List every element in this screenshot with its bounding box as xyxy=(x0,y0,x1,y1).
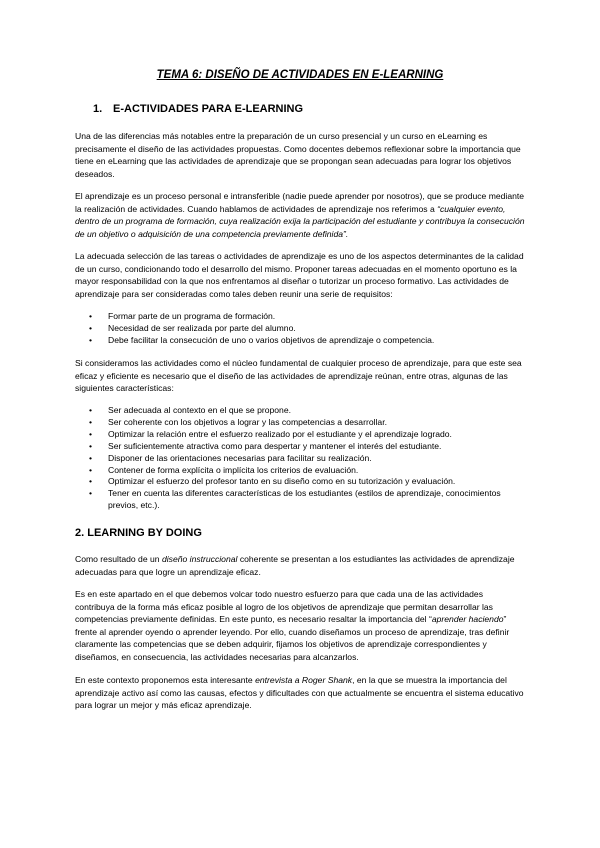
section-2-paragraph-2 xyxy=(75,588,525,664)
text-run: Es en este apartado en el que debemos volcar todo nuestro esfuerzo para que cada una de las actividades contribuya de la forma más eficaz posible al logro de los objetivos de aprendizaje que permitan desarrollar las competencias previamente definidas. En este punto, es necesario resaltar la importancia del “ xyxy=(75,589,493,625)
list-item: • Disponer de las orientaciones necesarias para facilitar su realización. xyxy=(75,453,525,465)
section-2-paragraph-1 xyxy=(75,553,525,578)
section-1-title: E-ACTIVIDADES PARA E-LEARNING xyxy=(113,103,304,115)
text-run: En este contexto proponemos esta interesante xyxy=(75,675,256,685)
section-1-paragraph-3: La adecuada selección de las tareas o actividades de aprendizaje es uno de los aspectos determinantes de la calidad de un curso, condicionando todo el desarrollo del mismo. Proponer tareas adecuadas en el momento oportuno es la mayor responsabilidad con la que nos enfrentamos al diseñar o tutorizar un proceso formativo. Las actividades de aprendizaje para ser consideradas como tales deben reunir una serie de requisitos: xyxy=(75,251,524,299)
learning-by-doing-term: aprender haciendo xyxy=(431,614,504,625)
list-item: • Ser suficientemente atractiva como para despertar y mantener el interés del estudiante. xyxy=(75,441,525,453)
text-run: coherente se presentan a los estudiantes las actividades de aprendizaje adecuadas para que logre un aprendizaje eficaz. xyxy=(75,554,515,577)
text-run: , en la que se muestra la importancia del aprendizaje activo así como las causas, efectos y dificultades con que actualmente se encuentra el sistema educativo para lograr un mejor y más eficaz aprendizaje. xyxy=(75,675,524,711)
characteristics-list xyxy=(75,405,525,512)
list-item: • Optimizar el esfuerzo del profesor tanto en su diseño como en su tutorización y evaluación. xyxy=(75,476,525,488)
list-item: • Tener en cuenta las diferentes características de los estudiantes (estilos de aprendizaje, conocimientos previos, etc.). xyxy=(75,488,525,512)
list-item: • Formar parte de un programa de formación. xyxy=(75,311,525,323)
learning-activity-definition-quote: “cualquier evento, dentro de un programa de formación, cuya realización exija la participación del estudiante y contribuya la consecución de un objetivo o adquisición de una competencia previamente definida”. xyxy=(75,203,525,239)
document-title: TEMA 6: DISEÑO DE ACTIVIDADES EN E-LEARNING xyxy=(156,69,444,81)
list-item: • Contener de forma explícita o implícita los criterios de evaluación. xyxy=(75,465,525,477)
section-1-heading xyxy=(93,103,303,115)
requirements-list xyxy=(75,311,525,347)
section-1-paragraph-2 xyxy=(75,190,525,240)
roger-shank-interview-reference: entrevista a Roger Shank xyxy=(255,675,353,685)
instructional-design-term: diseño instruccional xyxy=(161,554,238,564)
section-2-heading: 2. LEARNING BY DOING xyxy=(75,527,202,539)
list-item: • Optimizar la relación entre el esfuerzo realizado por el estudiante y el aprendizaje logrado. xyxy=(75,429,525,441)
list-item: • Ser adecuada al contexto en el que se propone. xyxy=(75,405,525,417)
paragraph-2-text: El aprendizaje es un proceso personal e intransferible (nadie puede aprender por nosotros), que se produce mediante la realización de actividades. Cuando hablamos de actividades de aprendizaje nos referimos a xyxy=(75,191,525,214)
text-run: Como resultado de un xyxy=(75,554,162,564)
list-item: • Ser coherente con los objetivos a lograr y las competencias a desarrollar. xyxy=(75,417,525,429)
section-1-number: 1. xyxy=(93,103,103,115)
section-1-paragraph-4: Si consideramos las actividades como el núcleo fundamental de cualquier proceso de aprendizaje, para que este sea eficaz y eficiente es necesario que el diseño de las actividades de aprendizaje reúnan, entre otras, algunas de las siguientes características: xyxy=(75,358,522,394)
section-1-paragraph-1: Una de las diferencias más notables entre la preparación de un curso presencial y un curso en eLearning es precisamente el diseño de las actividades propuestas. Como docentes debemos reflexionar sobre la importancia que tiene en eLearning que las actividades de aprendizaje que se propongan sean adecuadas para lograr los objetivos deseados. xyxy=(75,131,521,179)
list-item: • Necesidad de ser realizada por parte del alumno. xyxy=(75,323,525,335)
list-item: • Debe facilitar la consecución de uno o varios objetivos de aprendizaje o competencia. xyxy=(75,335,525,347)
text-run: ” frente al aprender oyendo o aprender leyendo. Por ello, cuando diseñamos un proceso de aprendizaje, tras definir claramente las competencias que se deben adquirir, fijamos los objetivos de aprendizaje correspondientes y diseñamos, en consecuencia, las actividades necesarias para alcanzarlos. xyxy=(75,614,510,662)
section-2-paragraph-3 xyxy=(75,674,525,712)
